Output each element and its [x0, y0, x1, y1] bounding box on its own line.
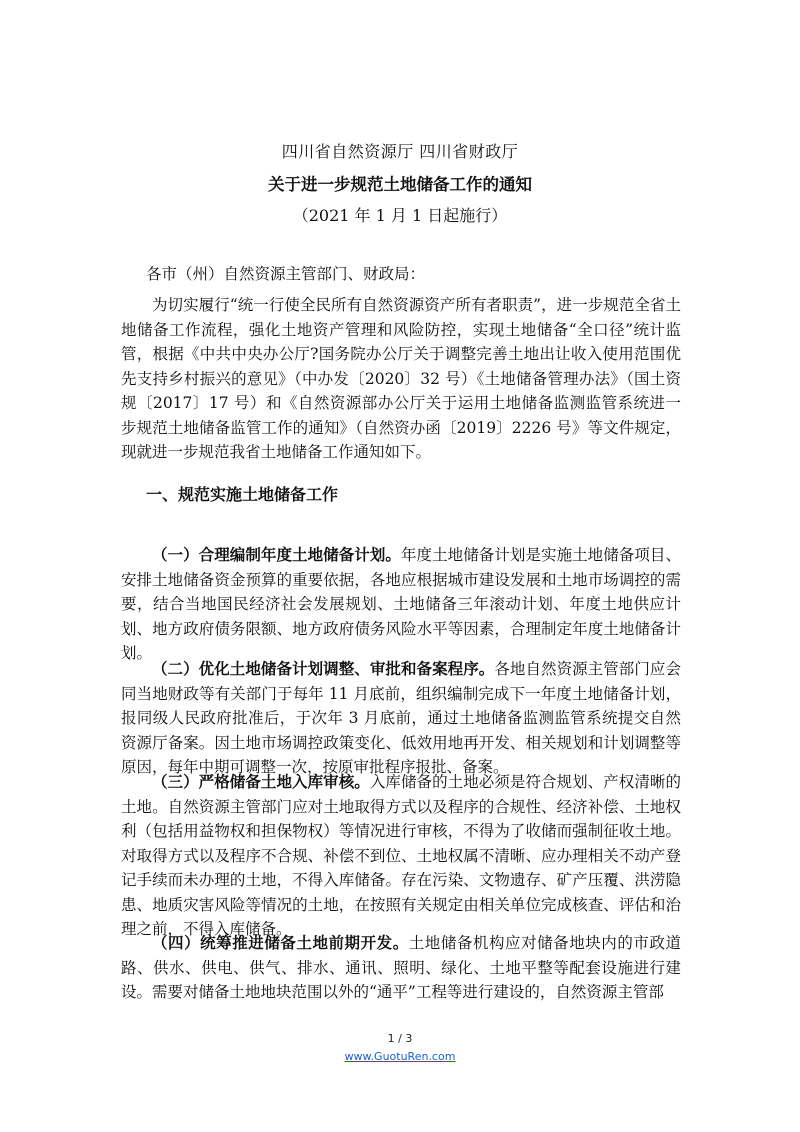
document-title: 关于进一步规范土地储备工作的通知 — [268, 175, 532, 194]
paragraph-1-lead: （一）合理编制年度土地储备计划。 — [152, 546, 401, 564]
paragraph-2 — [121, 657, 681, 780]
intro-paragraph: 为切实履行“统一行使全民所有自然资源资产所有者职责”，进一步规范全省土地储备工作流程，强化土地资产管理和风险防控，实现土地储备“全口径”统计监管，根据《中共中央办公厅?国务院办公厅关于调整完善土地出让收入使用范围优先支持乡村振兴的意见》（中办发〔2020〕32 号）《土地储备管理办法》（国土资规〔2017〕17 号）和《自然资源部办公厅关于运用土地储备监测监管系统进一步规范土地储备监管工作的通知》（自然资办函〔2019〕2226 号》等文件规定，现就进一步规范我省土地储备工作通知如下。 — [121, 296, 681, 461]
paragraph-2-lead: （二）优化土地储备计划调整、审批和备案程序。 — [152, 660, 495, 678]
section-heading: 一、规范实施土地储备工作 — [146, 485, 339, 504]
paragraph-3-text: 入库储备的土地必须是符合规划、产权清晰的土地。自然资源主管部门应对土地取得方式以及程序的合规性、经济补偿、土地权利（包括用益物权和担保物权）等情况进行审核，不得为了收储而强制征收土地。对取得方式以及程序不合规、补偿不到位、土地权属不清晰、应办理相关不动产登记手续而未办理的土地，不得入库储备。存在污染、文物遗存、矿产压覆、洪涝隐患、地质灾害风险等情况的土地，在按照有关规定由相关单位完成核查、评估和治理之前，不得入库储备。 — [121, 773, 681, 938]
paragraph-3-lead: （三）严格储备土地入库审核。 — [152, 773, 370, 791]
paragraph-1 — [121, 543, 681, 666]
page-number: 1 / 3 — [387, 1032, 413, 1045]
paragraph-4-lead: （四）统筹推进储备土地前期开发。 — [152, 934, 409, 952]
paragraph-4 — [121, 931, 681, 1005]
paragraph-4-text: 土地储备机构应对储备地块内的市政道路、供水、供电、供气、排水、通讯、照明、绿化、土地平整等配套设施进行建设。需要对储备土地地块范围以外的“通平”工程等进行建设的，自然资源主管部 — [121, 934, 681, 1001]
paragraph-1-text: 年度土地储备计划是实施土地储备项目、安排土地储备资金预算的重要依据，各地应根据城市建设发展和土地市场调控的需要，结合当地国民经济社会发展规划、土地储备三年滚动计划、年度土地供应计划、地方政府债务限额、地方政府债务风险水平等因素，合理制定年度土地储备计划。 — [121, 546, 681, 662]
paragraph-3 — [121, 770, 681, 942]
effective-date: （2021 年 1 月 1 日起施行） — [292, 206, 508, 225]
salutation: 各市（州）自然资源主管部门、财政局： — [146, 265, 426, 283]
paragraph-2-text: 各地自然资源主管部门应会同当地财政等有关部门于每年 11 月底前，组织编制完成下一年度土地储备计划，报同级人民政府批准后，于次年 3 月底前，通过土地储备监测监管系统提交自然资源厅备案。因土地市场调控政策变化、低效用地再开发、相关规划和计划调整等原因，每年中期可调整一次，按原审批程序报批、备案。 — [121, 660, 681, 776]
issuing-authorities: 四川省自然资源厅 四川省财政厅 — [281, 142, 519, 161]
website-link[interactable]: www.GuotuRen.com — [344, 1050, 456, 1063]
